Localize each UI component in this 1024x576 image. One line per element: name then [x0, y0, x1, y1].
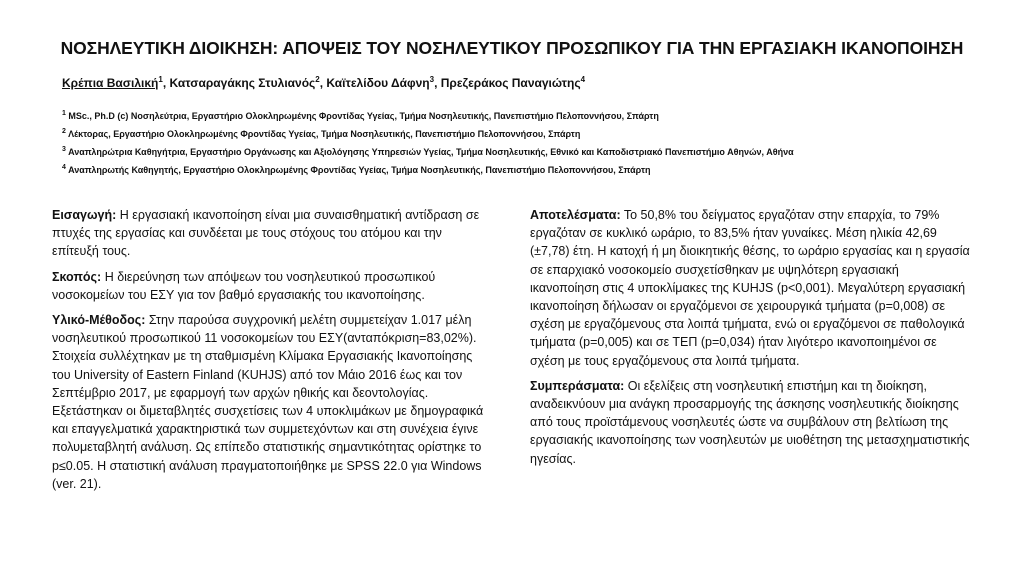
right-column — [530, 206, 970, 475]
affiliation-line — [62, 106, 794, 124]
conclusions-paragraph — [530, 377, 970, 468]
section-body: Το 50,8% του δείγματος εργαζόταν στην επαρχία, το 79% εργαζόταν σε κυκλικό ωράριο, το 83,5% ήταν γυναίκες. Μέση ηλικία 42,69 (±7,78) έτη. Η κατοχή ή μη διοικητικής θέσης, το ωράριο εργασίας και η εργασία σε επαρχιακό νοσοκομείο συσχετίσθηκαν με υψηλότερη εργασιακή ικανοποίηση στις 4 υποκλίμακες της KUHJS (p<0,001). Μεγαλύτερη εργασιακή ικανοποίηση δήλωσαν οι εργαζόμενοι σε χειρουργικά τμήματα (p=0,008) σε σχέση με εργαζόμενους στα λοιπά τμήματα, ενώ οι εργαζόμενοι σε παθολογικά τμήματα (p=0,005) και σε ΤΕΠ (p=0,034) ήταν λιγότερο ικανοποιημένοι σε σχέση με τους εργαζόμενους στα λοιπά τμήματα. — [530, 208, 970, 368]
methods-paragraph — [52, 311, 492, 493]
author-list — [62, 75, 585, 90]
section-body: Η διερεύνηση των απόψεων του νοσηλευτικού προσωπικού νοσοκομείων του ΕΣΥ για τον βαθμό εργασιακής του ικανοποίησης. — [52, 269, 436, 302]
results-paragraph — [530, 206, 970, 370]
affiliation-superscript: 4 — [62, 164, 66, 171]
author-name: Καϊτελίδου Δάφνη — [326, 76, 430, 90]
affiliation-text: Λέκτορας, Εργαστήριο Ολοκληρωμένης Φροντίδας Υγείας, Τμήμα Νοσηλευτικής, Πανεπιστήμιο Πελοποννήσου, Σπάρτη — [65, 129, 581, 139]
affiliation-line — [62, 160, 794, 178]
author-name: Πρεζεράκος Παναγιώτης — [440, 76, 581, 90]
section-body: Η εργασιακή ικανοποίηση είναι μια συναισθηματική αντίδραση σε πτυχές της εργασίας και συνδέεται με τους στόχους του ατόμου και την επίτευξή τους. — [52, 208, 480, 259]
author-name: Κρέπια Βασιλική — [62, 76, 159, 90]
affiliation-line — [62, 142, 794, 160]
author-superscript: 1 — [158, 75, 163, 84]
affiliation-line — [62, 124, 794, 142]
affiliation-text: Αναπληρωτής Καθηγητής, Εργαστήριο Ολοκληρωμένης Φροντίδας Υγείας, Τμήμα Νοσηλευτικής, Πανεπιστήμιο Πελοποννήσου, Σπάρτη — [65, 165, 651, 175]
author-name: Κατσαραγάκης Στυλιανός — [169, 76, 316, 90]
section-body: Στην παρούσα συγχρονική μελέτη συμμετείχαν 1.017 μέλη νοσηλευτικού προσωπικού 11 νοσοκομείων του ΕΣΥ(ανταπόκριση=83,02%). Στοιχεία συλλέχτηκαν με τη σταθμισμένη Κλίμακα Εργασιακής Ικανοποίησης του University of Eastern Finland (KUHJS) από τον Μάιο 2016 έως και τον Σεπτέμβριο 2017, με εφαρμογή των αρχών ηθικής και δεοντολογίας. Εξετάστηκαν οι διμεταβλητές συσχετίσεις των 4 υποκλιμάκων με δημογραφικά και επαγγελματικά χαρακτηριστικά των συμμετεχόντων και στη συνέχεια έγινε πολυμεταβλητή ανάλυση. Ως επίπεδο στατιστικής σημαντικότητας ορίστηκε το p≤0.05. Η στατιστική ανάλυση πραγματοποιήθηκε με SPSS 22.0 για Windows (ver. 21). — [52, 313, 484, 491]
aim-paragraph — [52, 268, 492, 304]
affiliation-list — [62, 106, 794, 178]
author-superscript: 2 — [315, 75, 320, 84]
section-heading: Σκοπός: — [52, 269, 102, 284]
introduction-paragraph — [52, 206, 492, 261]
section-heading: Συμπεράσματα: — [530, 378, 625, 393]
section-heading: Εισαγωγή: — [52, 208, 117, 222]
author-separator: , — [434, 76, 441, 90]
affiliation-superscript: 2 — [62, 128, 66, 135]
section-heading: Υλικό-Μέθοδος: — [52, 313, 146, 328]
author-separator: , — [319, 76, 327, 90]
affiliation-text: MSc., Ph.D (c) Νοσηλεύτρια, Εργαστήριο Ολοκληρωμένης Φροντίδας Υγείας, Τμήμα Νοσηλευτικής, Πανεπιστήμιο Πελοποννήσου, Σπάρτη — [65, 111, 659, 121]
affiliation-superscript: 3 — [62, 146, 66, 153]
affiliation-superscript: 1 — [62, 110, 66, 117]
section-body: Οι εξελίξεις στη νοσηλευτική επιστήμη και τη διοίκηση, αναδεικνύουν μια ανάγκη προσαρμογής της άσκησης νοσηλευτικής διοίκησης από τους προϊστάμενους νοσηλευτές ώστε να συμβάλουν στη βελτίωση της εργασιακής ικανοποίησης των νοσηλευτών με υιοθέτηση της μετασχηματιστικής ηγεσίας. — [530, 378, 970, 466]
page-title: ΝΟΣΗΛΕΥΤΙΚΗ ΔΙΟΙΚΗΣΗ: ΑΠΟΨΕΙΣ ΤΟΥ ΝΟΣΗΛΕΥΤΙΚΟΥ ΠΡΟΣΩΠΙΚΟΥ ΓΙΑ ΤΗΝ ΕΡΓΑΣΙΑΚΗ ΙΚΑΝΟΠΟΙΗΣΗ — [60, 38, 964, 58]
author-separator: , — [162, 76, 170, 90]
author-superscript: 3 — [429, 75, 435, 84]
affiliation-text: Αναπληρώτρια Καθηγήτρια, Εργαστήριο Οργάνωσης και Αξιολόγησης Υπηρεσιών Υγείας, Τμήμα Νοσηλευτικής, Εθνικό και Καποδιστριακό Πανεπιστήμιο Αθηνών, Αθήνα — [65, 147, 794, 157]
left-column — [52, 206, 492, 500]
section-heading: Αποτελέσματα: — [530, 208, 621, 222]
author-superscript: 4 — [580, 75, 586, 84]
